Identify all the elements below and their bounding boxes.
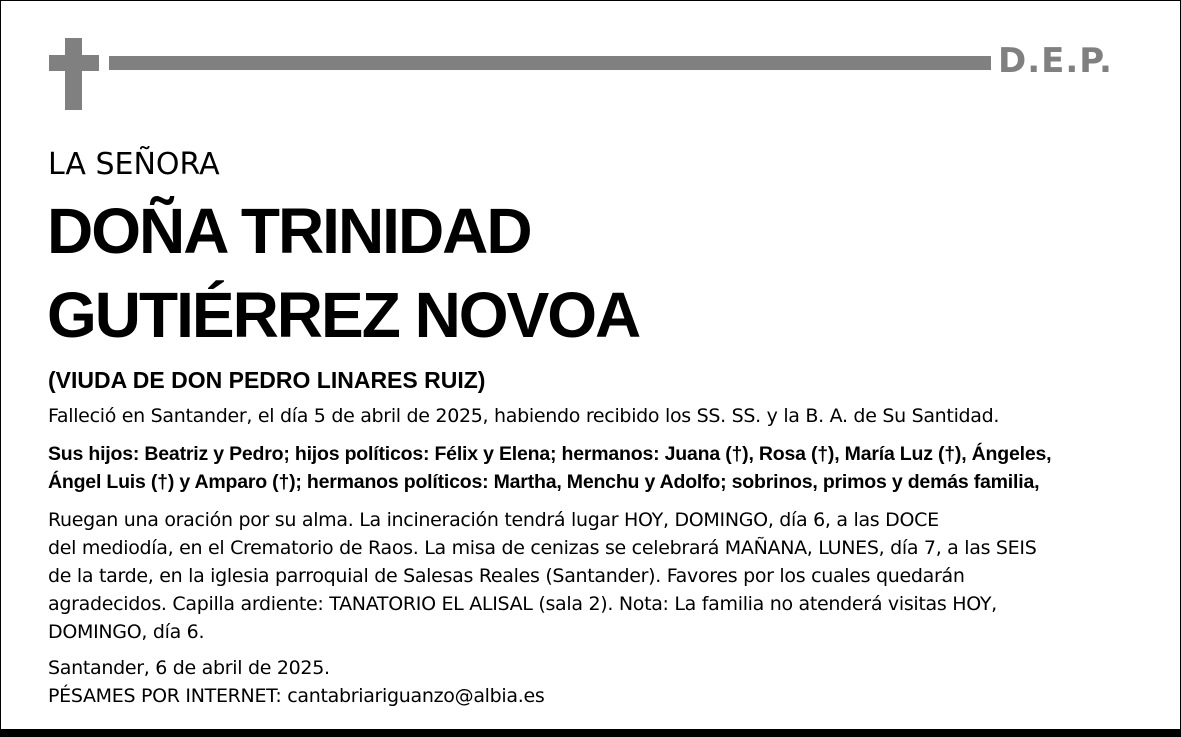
death-notice: Falleció en Santander, el día 5 de abril de 2025, habiendo recibido los SS. SS. y la B. A. de Su Santidad. bbox=[48, 405, 1000, 427]
service-line: DOMINGO, día 6. bbox=[48, 621, 205, 643]
cross-horizontal-bar bbox=[49, 55, 99, 71]
cross-vertical-bar bbox=[65, 38, 82, 110]
deceased-name-line-1: DOÑA TRINIDAD bbox=[47, 195, 531, 267]
dep-label: D.E.P. bbox=[998, 41, 1113, 81]
service-line: de la tarde, en la iglesia parroquial de Salesas Reales (Santander). Favores por los cuales quedarán bbox=[48, 565, 965, 587]
widow-of: (VIUDA DE DON PEDRO LINARES RUIZ) bbox=[48, 367, 486, 393]
family-line: Ángel Luis (†) y Amparo (†); hermanos políticos: Martha, Menchu y Adolfo; sobrinos, primos y demás familia, bbox=[48, 471, 1040, 493]
family-line: Sus hijos: Beatriz y Pedro; hijos políticos: Félix y Elena; hermanos: Juana (†), Rosa (†), María Luz (†), Ángeles, bbox=[48, 443, 1052, 465]
honorific: LA SEÑORA bbox=[48, 147, 220, 182]
condolences-email: PÉSAMES POR INTERNET: cantabriariguanzo@albia.es bbox=[48, 685, 545, 707]
service-line: agradecidos. Capilla ardiente: TANATORIO EL ALISAL (sala 2). Nota: La familia no atenderá visitas HOY, bbox=[48, 593, 997, 615]
header-rule bbox=[109, 56, 991, 70]
place-date: Santander, 6 de abril de 2025. bbox=[48, 657, 330, 679]
service-line: Ruegan una oración por su alma. La incineración tendrá lugar HOY, DOMINGO, día 6, a las DOCE bbox=[48, 509, 939, 531]
service-line: del mediodía, en el Crematorio de Raos. La misa de cenizas se celebrará MAÑANA, LUNES, día 7, a las SEIS bbox=[48, 537, 1037, 559]
deceased-name-line-2: GUTIÉRREZ NOVOA bbox=[47, 279, 640, 351]
